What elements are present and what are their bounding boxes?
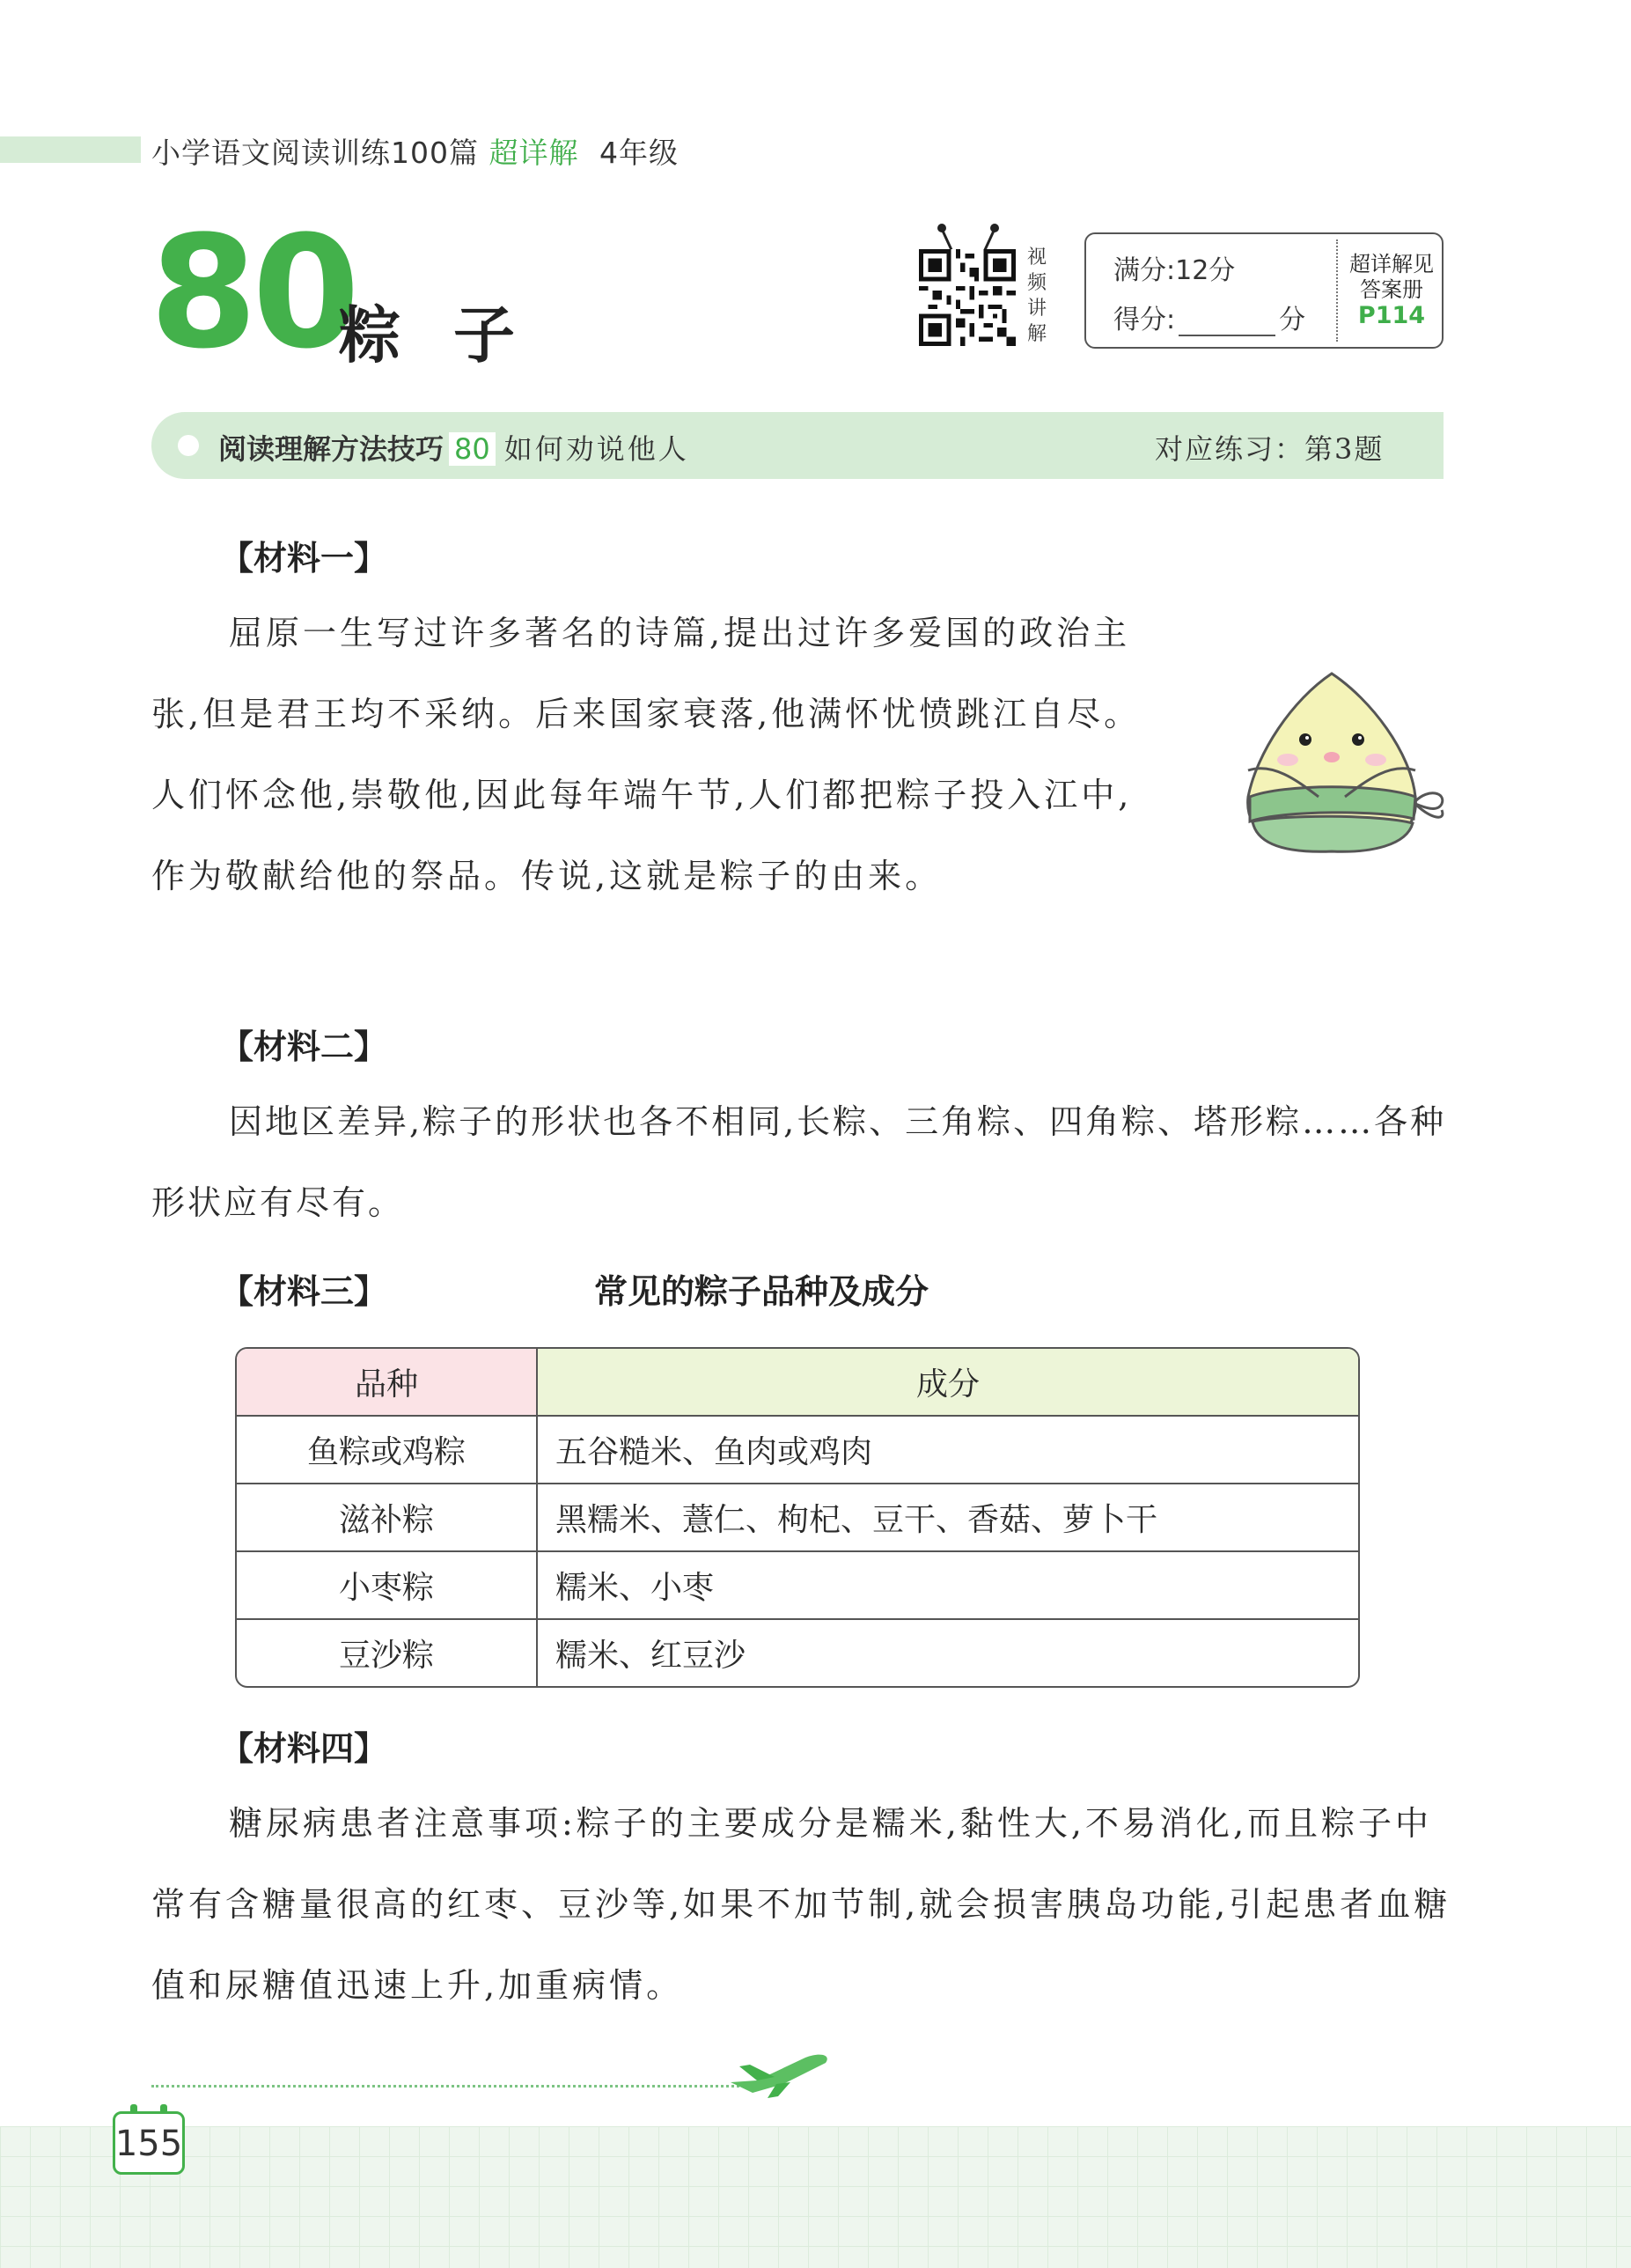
- bullet-dot-icon: [178, 435, 199, 456]
- table-header-variety: 品种: [237, 1349, 538, 1417]
- material4-heading: 【材料四】: [220, 1729, 388, 1768]
- material2-heading: 【材料二】: [220, 1027, 388, 1066]
- table-cell-variety: 豆沙粽: [237, 1620, 538, 1686]
- full-score: 满分:12分: [1113, 255, 1236, 286]
- obtained-score-label: 得分:: [1113, 305, 1176, 335]
- video-label-char: 视: [1026, 247, 1047, 269]
- book-title-highlight: 超详解: [489, 136, 579, 170]
- table-title: 常见的粽子品种及成分: [594, 1272, 929, 1311]
- answer-page: P114: [1357, 302, 1426, 329]
- method-title: [218, 427, 689, 468]
- table-cell-ingredients: 糯米、小枣: [538, 1552, 1358, 1620]
- material2-text: 因地区差异,粽子的形状也各不相同,长粽、三角粽、四角粽、塔形粽……各种形状应有尽有。: [151, 1102, 1447, 1222]
- practice-reference: 对应练习：第3题: [1155, 432, 1385, 466]
- answer-reference: [1342, 252, 1441, 328]
- table-header-row: [237, 1349, 1358, 1417]
- method-number: 80: [449, 432, 496, 466]
- zongzi-varieties-table: [235, 1347, 1360, 1688]
- answer-ref-line: 答案册: [1360, 277, 1423, 302]
- airplane-icon: [722, 2047, 836, 2100]
- score-divider: [1336, 239, 1338, 342]
- page-number: 155: [114, 2124, 183, 2164]
- lesson-number: 80: [150, 202, 355, 383]
- obtained-score: [1113, 298, 1305, 336]
- book-grade: 4年级: [599, 136, 679, 170]
- lesson-title: 粽子: [339, 299, 568, 372]
- footer-grid-background: [0, 2126, 1631, 2268]
- table-cell-variety: 滋补粽: [237, 1484, 538, 1552]
- video-label-char: 频: [1026, 272, 1047, 294]
- method-topic: 如何劝说他人: [503, 432, 689, 466]
- table-row: [237, 1484, 1358, 1552]
- table-cell-variety: 鱼粽或鸡粽: [237, 1417, 538, 1484]
- answer-ref-line: 超详解见: [1349, 252, 1434, 276]
- score-blank[interactable]: [1179, 313, 1275, 336]
- method-prefix: 阅读理解方法技巧: [218, 432, 444, 466]
- material1-text: 屈原一生写过许多著名的诗篇,提出过许多爱国的政治主张,但是君王均不采纳。后来国家衰落,他满怀忧愤跳江自尽。人们怀念他,崇敬他,因此每年端午节,人们都把粽子投入江中,作为敬献给他的祭品。传说,这就是粽子的由来。: [151, 614, 1142, 895]
- table-row: [237, 1552, 1358, 1620]
- material4-text: 糖尿病患者注意事项:粽子的主要成分是糯米,黏性大,不易消化,而且粽子中常有含糖量很高的红枣、豆沙等,如果不加节制,就会损害胰岛功能,引起患者血糖值和尿糖值迅速上升,加重病情。: [151, 1804, 1451, 2005]
- obtained-score-unit: 分: [1279, 305, 1306, 335]
- video-explanation-label: [1024, 245, 1050, 347]
- table-cell-ingredients: 黑糯米、薏仁、枸杞、豆干、香菇、萝卜干: [538, 1484, 1358, 1552]
- table-row: [237, 1620, 1358, 1686]
- qr-code-icon[interactable]: [919, 249, 1016, 346]
- book-title-main: 小学语文阅读训练100篇: [151, 136, 479, 170]
- video-label-char: 讲: [1026, 298, 1047, 320]
- zongzi-mascot-icon: [1231, 665, 1451, 858]
- table-row: [237, 1417, 1358, 1484]
- table-cell-ingredients: 五谷糙米、鱼肉或鸡肉: [538, 1417, 1358, 1484]
- video-label-char: 解: [1026, 323, 1047, 345]
- material1-heading: 【材料一】: [220, 539, 388, 578]
- book-title: [151, 130, 679, 172]
- material3-heading: 【材料三】: [220, 1272, 388, 1311]
- header-accent-bar: [0, 136, 141, 163]
- table-header-ingredients: 成分: [538, 1349, 1358, 1417]
- table-cell-ingredients: 糯米、红豆沙: [555, 1638, 746, 1674]
- footer-dotted-line: [151, 2085, 750, 2088]
- table-cell-variety: 小枣粽: [237, 1552, 538, 1620]
